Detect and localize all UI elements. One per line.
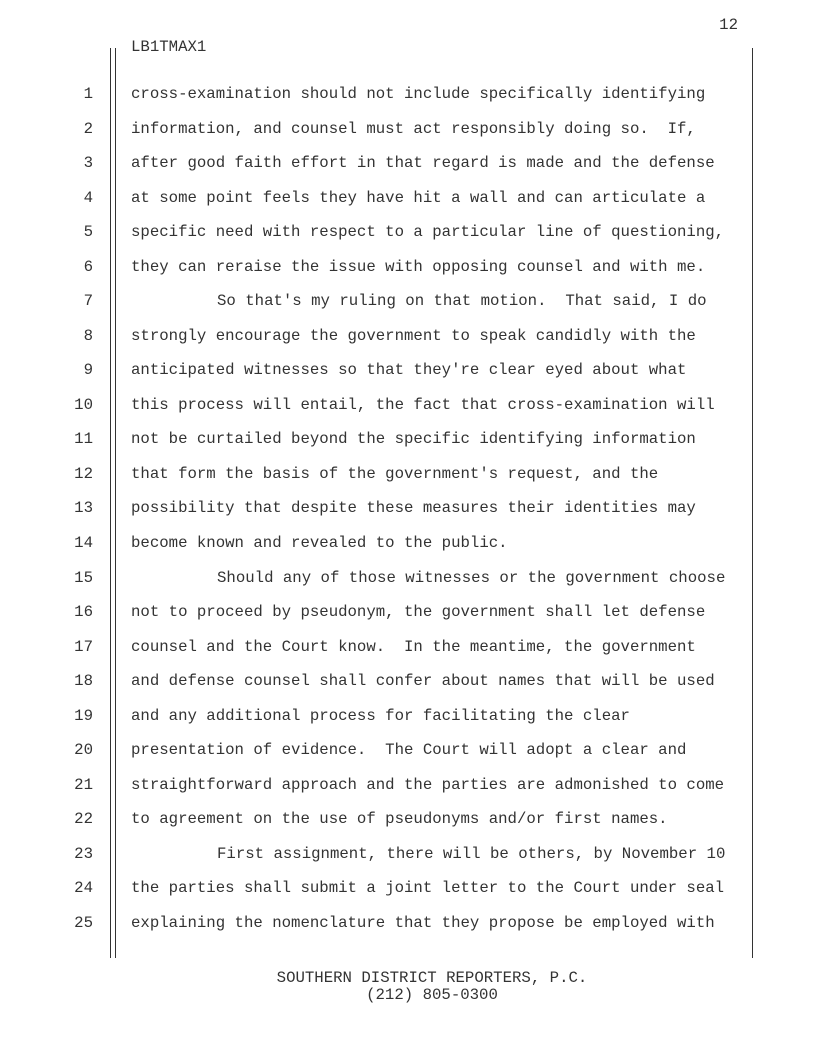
transcript-line: become known and revealed to the public. [131, 534, 508, 553]
transcript-line: straightforward approach and the parties are admonished to come [131, 775, 725, 794]
line-number: 17 [74, 637, 93, 656]
line-number: 4 [83, 188, 93, 207]
line-number: 9 [83, 361, 93, 380]
line-number: 21 [74, 775, 93, 794]
transcript-line: they can reraise the issue with opposing counsel and with me. [131, 257, 706, 276]
transcript-line: at some point feels they have hit a wall and can articulate a [131, 188, 706, 207]
transcript-line: this process will entail, the fact that cross-examination will [131, 395, 715, 414]
transcript-line: that form the basis of the government's request, and the [131, 464, 659, 483]
right-margin-rule [752, 48, 753, 958]
transcript-line: information, and counsel must act responsibly doing so. If, [131, 119, 696, 138]
transcript-line: not to proceed by pseudonym, the government shall let defense [131, 603, 706, 622]
line-number: 25 [74, 913, 93, 932]
line-number: 14 [74, 534, 93, 553]
line-number: 20 [74, 741, 93, 760]
transcript-line: not be curtailed beyond the specific identifying information [131, 430, 696, 449]
transcript-line: to agreement on the use of pseudonyms and/or first names. [131, 810, 668, 829]
line-number: 24 [74, 879, 93, 898]
line-number: 22 [74, 810, 93, 829]
line-number: 19 [74, 706, 93, 725]
left-margin-rule [110, 48, 111, 958]
transcript-line: after good faith effort in that regard is made and the defense [131, 154, 715, 173]
transcript-line: explaining the nomenclature that they propose be employed with [131, 913, 715, 932]
line-number: 3 [83, 154, 93, 173]
transcript-line: strongly encourage the government to speak candidly with the [131, 326, 696, 345]
line-number: 1 [83, 85, 93, 103]
page-number: 12 [719, 16, 738, 34]
transcript-line: specific need with respect to a particular line of questioning, [131, 223, 725, 242]
footer-company: SOUTHERN DISTRICT REPORTERS, P.C. [276, 969, 588, 987]
transcript-line: counsel and the Court know. In the meantime, the government [131, 637, 696, 656]
line-number: 5 [83, 223, 93, 242]
transcript-line: So that's my ruling on that motion. That said, I do [217, 292, 707, 311]
transcript-line: and defense counsel shall confer about names that will be used [131, 672, 715, 691]
line-number: 2 [83, 119, 93, 138]
transcript-line: possibility that despite these measures their identities may [131, 499, 696, 518]
line-number: 6 [83, 257, 93, 276]
line-number: 8 [83, 326, 93, 345]
line-number: 23 [74, 844, 93, 863]
transcript-line: cross-examination should not include specifically identifying [131, 85, 706, 103]
footer-phone: (212) 805-0300 [366, 986, 498, 1004]
left-margin-rule-inner [115, 48, 116, 958]
transcript-line: Should any of those witnesses or the government choose [217, 568, 726, 587]
footer [0, 970, 816, 1004]
transcript-line: presentation of evidence. The Court will adopt a clear and [131, 741, 687, 760]
line-number: 7 [83, 292, 93, 311]
line-number: 13 [74, 499, 93, 518]
line-number: 16 [74, 603, 93, 622]
transcript-line: First assignment, there will be others, by November 10 [217, 844, 726, 863]
line-number: 12 [74, 464, 93, 483]
line-number: 18 [74, 672, 93, 691]
line-number: 15 [74, 568, 93, 587]
transcript-line: anticipated witnesses so that they're clear eyed about what [131, 361, 687, 380]
line-number: 10 [74, 395, 93, 414]
case-id: LB1TMAX1 [131, 38, 207, 56]
line-number: 11 [74, 430, 93, 449]
transcript-line: the parties shall submit a joint letter to the Court under seal [131, 879, 725, 898]
transcript-line: and any additional process for facilitating the clear [131, 706, 630, 725]
